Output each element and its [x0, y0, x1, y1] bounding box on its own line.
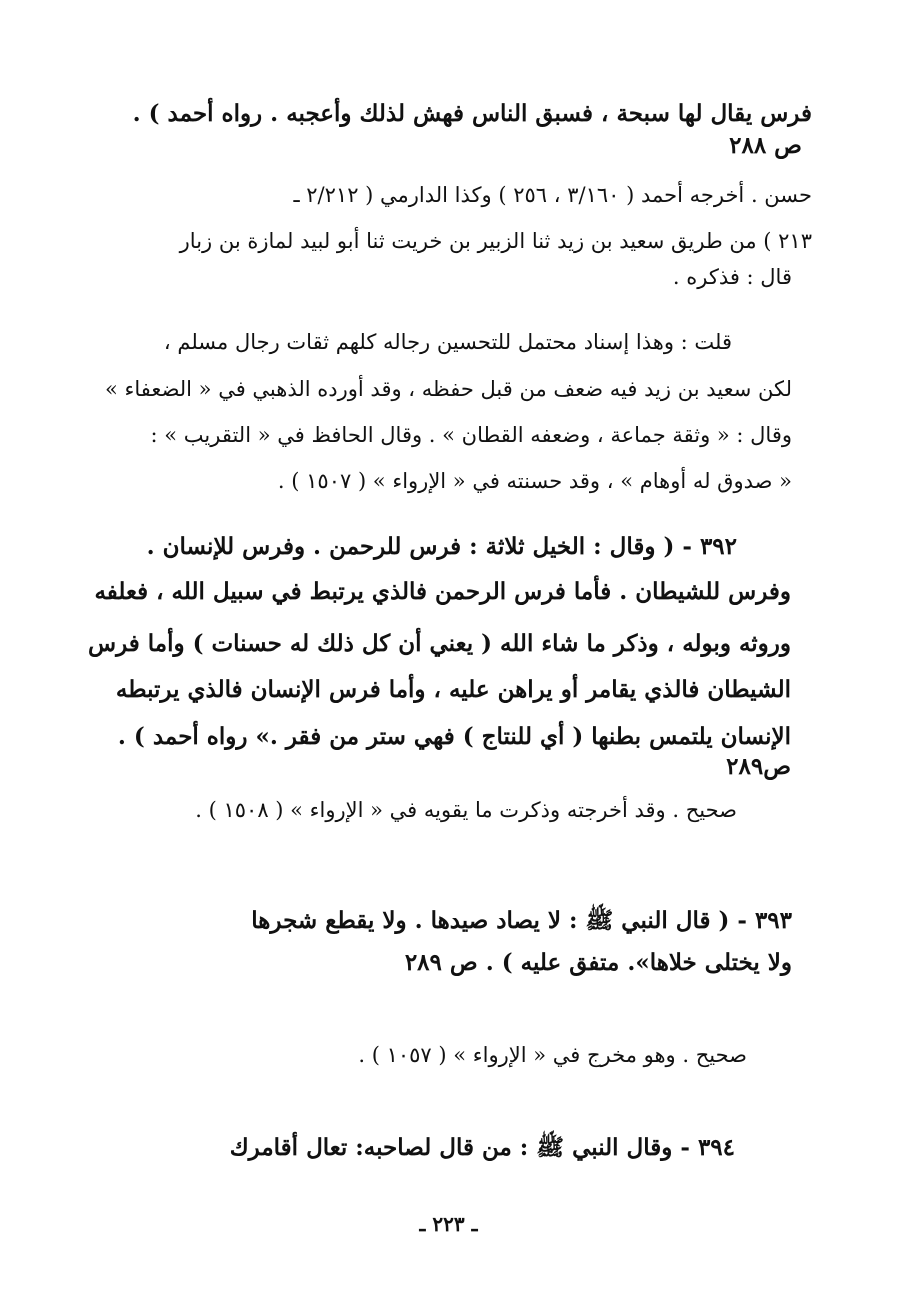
text-line: ولا يختلى خلاها». متفق عليه ) . ص ٢٨٩ — [404, 949, 792, 976]
text-line: قلت : وهذا إسناد محتمل للتحسين رجاله كلهم ثقات رجال مسلم ، — [163, 330, 732, 354]
hadith-heading: ٣٩٣ - ( قال النبي ﷺ : لا يصاد صيدها . ولا يقطع شجرها — [251, 907, 792, 934]
text-line: لكن سعيد بن زيد فيه ضعف من قبل حفظه ، وقد أورده الذهبي في « الضعفاء » — [105, 377, 792, 401]
text-line: صحيح . وقد أخرجته وذكرت ما يقويه في « الإرواء » ( ١٥٠٨ ) . — [195, 798, 737, 822]
page-reference: ص٢٨٩ — [726, 753, 791, 780]
text-line: وقال : « وثقة جماعة ، وضعفه القطان » . وقال الحافظ في « التقريب » : — [150, 423, 792, 447]
text-line: وروثه وبوله ، وذكر ما شاء الله ( يعني أن كل ذلك له حسنات ) وأما فرس — [88, 630, 791, 657]
text-line: الإنسان يلتمس بطنها ( أي للنتاج ) فهي ستر من فقر .» رواه أحمد ) . — [117, 723, 791, 750]
text-line: فرس يقال لها سبحة ، فسبق الناس فهش لذلك وأعجبه . رواه أحمد ) . — [132, 100, 812, 127]
text-line: « صدوق له أوهام » ، وقد حسنته في « الإرواء » ( ١٥٠٧ ) . — [277, 469, 792, 493]
page-reference: ص ٢٨٨ — [729, 132, 802, 159]
text-line: وفرس للشيطان . فأما فرس الرحمن فالذي يرتبط في سبيل الله ، فعلفه — [94, 578, 791, 605]
hadith-heading: ٣٩٤ - وقال النبي ﷺ : من قال لصاحبه: تعال أقامرك — [229, 1134, 735, 1161]
text-line: صحيح . وهو مخرج في « الإرواء » ( ١٠٥٧ ) . — [358, 1043, 747, 1067]
text-line: الشيطان فالذي يقامر أو يراهن عليه ، وأما فرس الإنسان فالذي يرتبطه — [115, 676, 791, 703]
hadith-heading: ٣٩٢ - ( وقال : الخيل ثلاثة : فرس للرحمن . وفرس للإنسان . — [146, 533, 737, 560]
text-line: حسن . أخرجه أحمد ( ٣/١٦٠ ، ٢٥٦ ) وكذا الدارمي ( ٢/٢١٢ ـ — [293, 183, 812, 207]
page-number: ـ ٢٢٣ ـ — [419, 1212, 478, 1236]
text-line: قال : فذكره . — [672, 265, 792, 289]
text-line: ٢١٣ ) من طريق سعيد بن زيد ثنا الزبير بن خريت ثنا أبو لبيد لمازة بن زبار — [179, 229, 812, 253]
